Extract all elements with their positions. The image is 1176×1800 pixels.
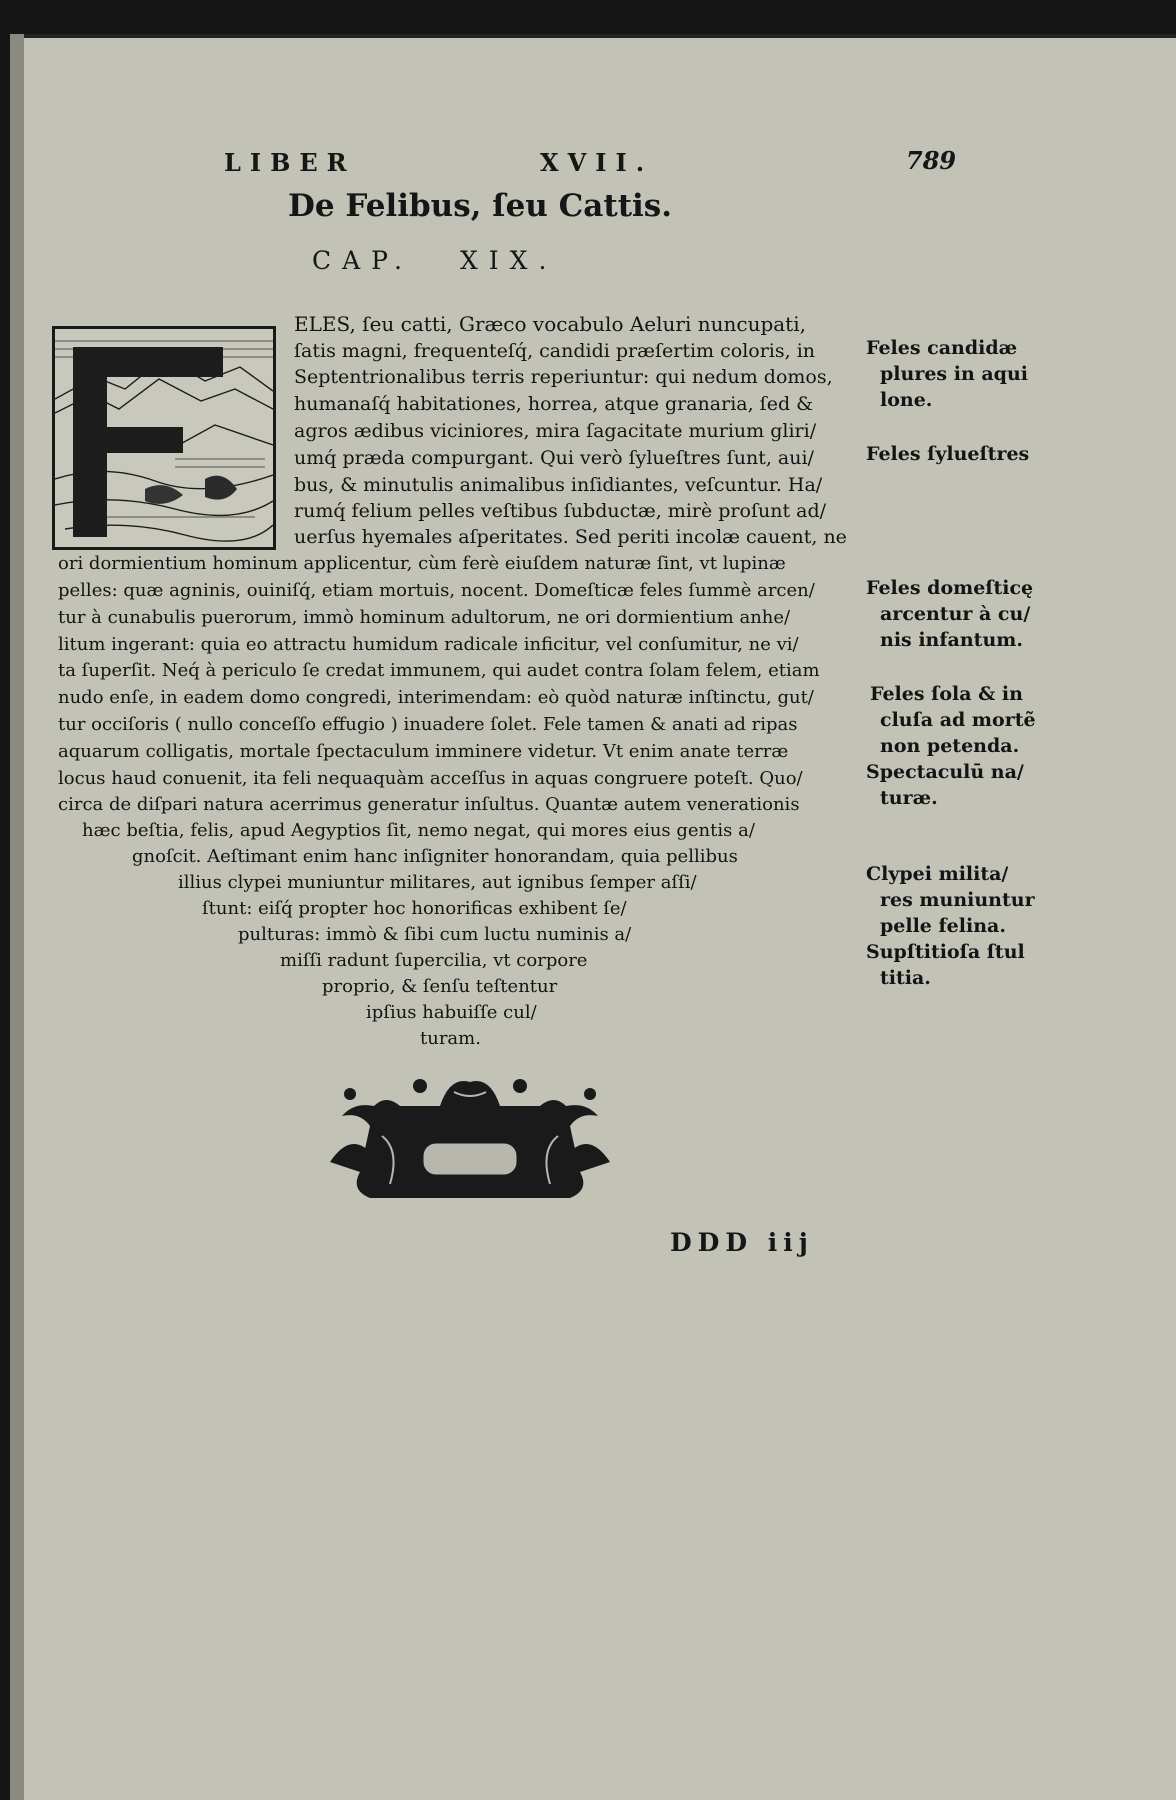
margin-note: Feles ſola & in: [870, 683, 1023, 705]
body-line: turam.: [420, 1028, 481, 1049]
body-line: humanaſq́ habitationes, horrea, atque granaria, ſed &: [294, 393, 814, 415]
chapter-numeral: XIX.: [460, 246, 558, 275]
margin-note: lone.: [880, 389, 933, 411]
body-line: ſatis magni, frequenteſq́, candidi præſertim coloris, in: [294, 340, 816, 362]
page-top-edge: [10, 34, 1176, 38]
body-line: Septentrionalibus terris reperiuntur: qui nedum domos,: [294, 366, 833, 388]
body-line: ori dormientium hominum applicentur, cùm ferè eiuſdem naturæ ſint, vt lupinæ: [58, 553, 786, 574]
chapter-label: CAP.: [312, 246, 413, 275]
body-line: miſſi radunt ſupercilia, vt corpore: [280, 950, 588, 971]
margin-note: cluſa ad mortẽ: [880, 709, 1036, 731]
body-line: rumq́ felium pelles veſtibus ſubductæ, mirè proſunt ad/: [294, 500, 827, 522]
woodcut-landscape-image: [55, 329, 273, 547]
body-line: bus, & minutulis animalibus inſidiantes, veſcuntur. Ha/: [294, 474, 823, 496]
margin-note: Spectaculū na/: [866, 761, 1024, 783]
body-line: aquarum colligatis, mortale ſpectaculum imminere videtur. Vt enim anate terræ: [58, 741, 789, 762]
body-line: illius clypei muniuntur militares, aut ignibus ſemper aſſi/: [178, 872, 697, 893]
margin-note: Supſtitioſa ſtul: [866, 941, 1025, 963]
margin-note: arcentur à cu/: [880, 603, 1031, 625]
page-number: 789: [906, 146, 957, 175]
body-line: gnoſcit. Aeſtimant enim hanc inſigniter honorandam, quia pellibus: [132, 846, 738, 867]
margin-note: non petenda.: [880, 735, 1020, 757]
body-line: ipſius habuiſſe cul/: [366, 1002, 537, 1023]
decorated-initial-f: [52, 326, 276, 550]
body-line: nudo enſe, in eadem domo congredi, interimendam: eò quòd naturæ inſtinctu, gut/: [58, 687, 814, 708]
signature-mark: DDD iij: [670, 1228, 814, 1257]
body-line: pelles: quæ agninis, ouiniſq́, etiam mortuis, nocent. Domeſticæ feles ſummè arcen/: [58, 580, 815, 601]
body-line: uerſus hyemales aſperitates. Sed periti incolæ cauent, ne: [294, 526, 847, 548]
margin-note: Feles domeſticę: [866, 577, 1034, 599]
margin-note: pelle felina.: [880, 915, 1006, 937]
body-line: locus haud conuenit, ita feli nequaquàm acceſſus in aquas congruere poteſt. Quo/: [58, 768, 803, 789]
margin-note: titia.: [880, 967, 931, 989]
body-line: pulturas: immò & ſibi cum luctu numinis a/: [238, 924, 632, 945]
book-number: XVII.: [540, 148, 654, 177]
body-line: litum ingerant: quia eo attractu humidum radicale inficitur, vel conſumitur, ne vi/: [58, 634, 799, 655]
margin-note: res muniuntur: [880, 889, 1035, 911]
running-head: LIBER: [224, 148, 356, 177]
body-line: umq́ præda compurgant. Qui verò ſylueſtres ſunt, aui/: [294, 447, 814, 469]
body-line: agros ædibus viciniores, mira ſagacitate murium gliri/: [294, 420, 817, 442]
chapter-title: De Felibus, ſeu Cattis.: [288, 188, 673, 224]
body-line: ſtunt: eiſq́ propter hoc honorificas exhibent ſe/: [202, 898, 627, 919]
margin-note: nis infantum.: [880, 629, 1023, 651]
margin-note: turæ.: [880, 787, 938, 809]
body-line: circa de diſpari natura acerrimus generatur inſultus. Quantæ autem venerationis: [58, 794, 800, 815]
margin-note: Clypei milita/: [866, 863, 1009, 885]
body-line: tur occiſoris ( nullo conceſſo effugio ) inuadere ſolet. Fele tamen & anati ad ripas: [58, 714, 798, 735]
body-line: proprio, & ſenſu teſtentur: [322, 976, 558, 997]
body-line: ELES, ſeu catti, Græco vocabulo Aeluri nuncupati,: [294, 312, 806, 336]
printer-ornament-cartouche: [330, 1072, 610, 1212]
body-line: hæc beſtia, felis, apud Aegyptios ſit, nemo negat, qui mores eius gentis a/: [82, 820, 755, 841]
page-gutter: [10, 34, 24, 1800]
body-line: tur à cunabulis puerorum, immò hominum adultorum, ne ori dormientium anhe/: [58, 607, 791, 628]
body-line: ta ſuperſit. Neq́ à periculo ſe credat immunem, qui audet contra ſolam felem, etiam: [58, 660, 820, 681]
margin-note: Feles candidæ: [866, 337, 1018, 359]
margin-note: plures in aqui: [880, 363, 1029, 385]
margin-note: Feles ſylueſtres: [866, 443, 1030, 465]
